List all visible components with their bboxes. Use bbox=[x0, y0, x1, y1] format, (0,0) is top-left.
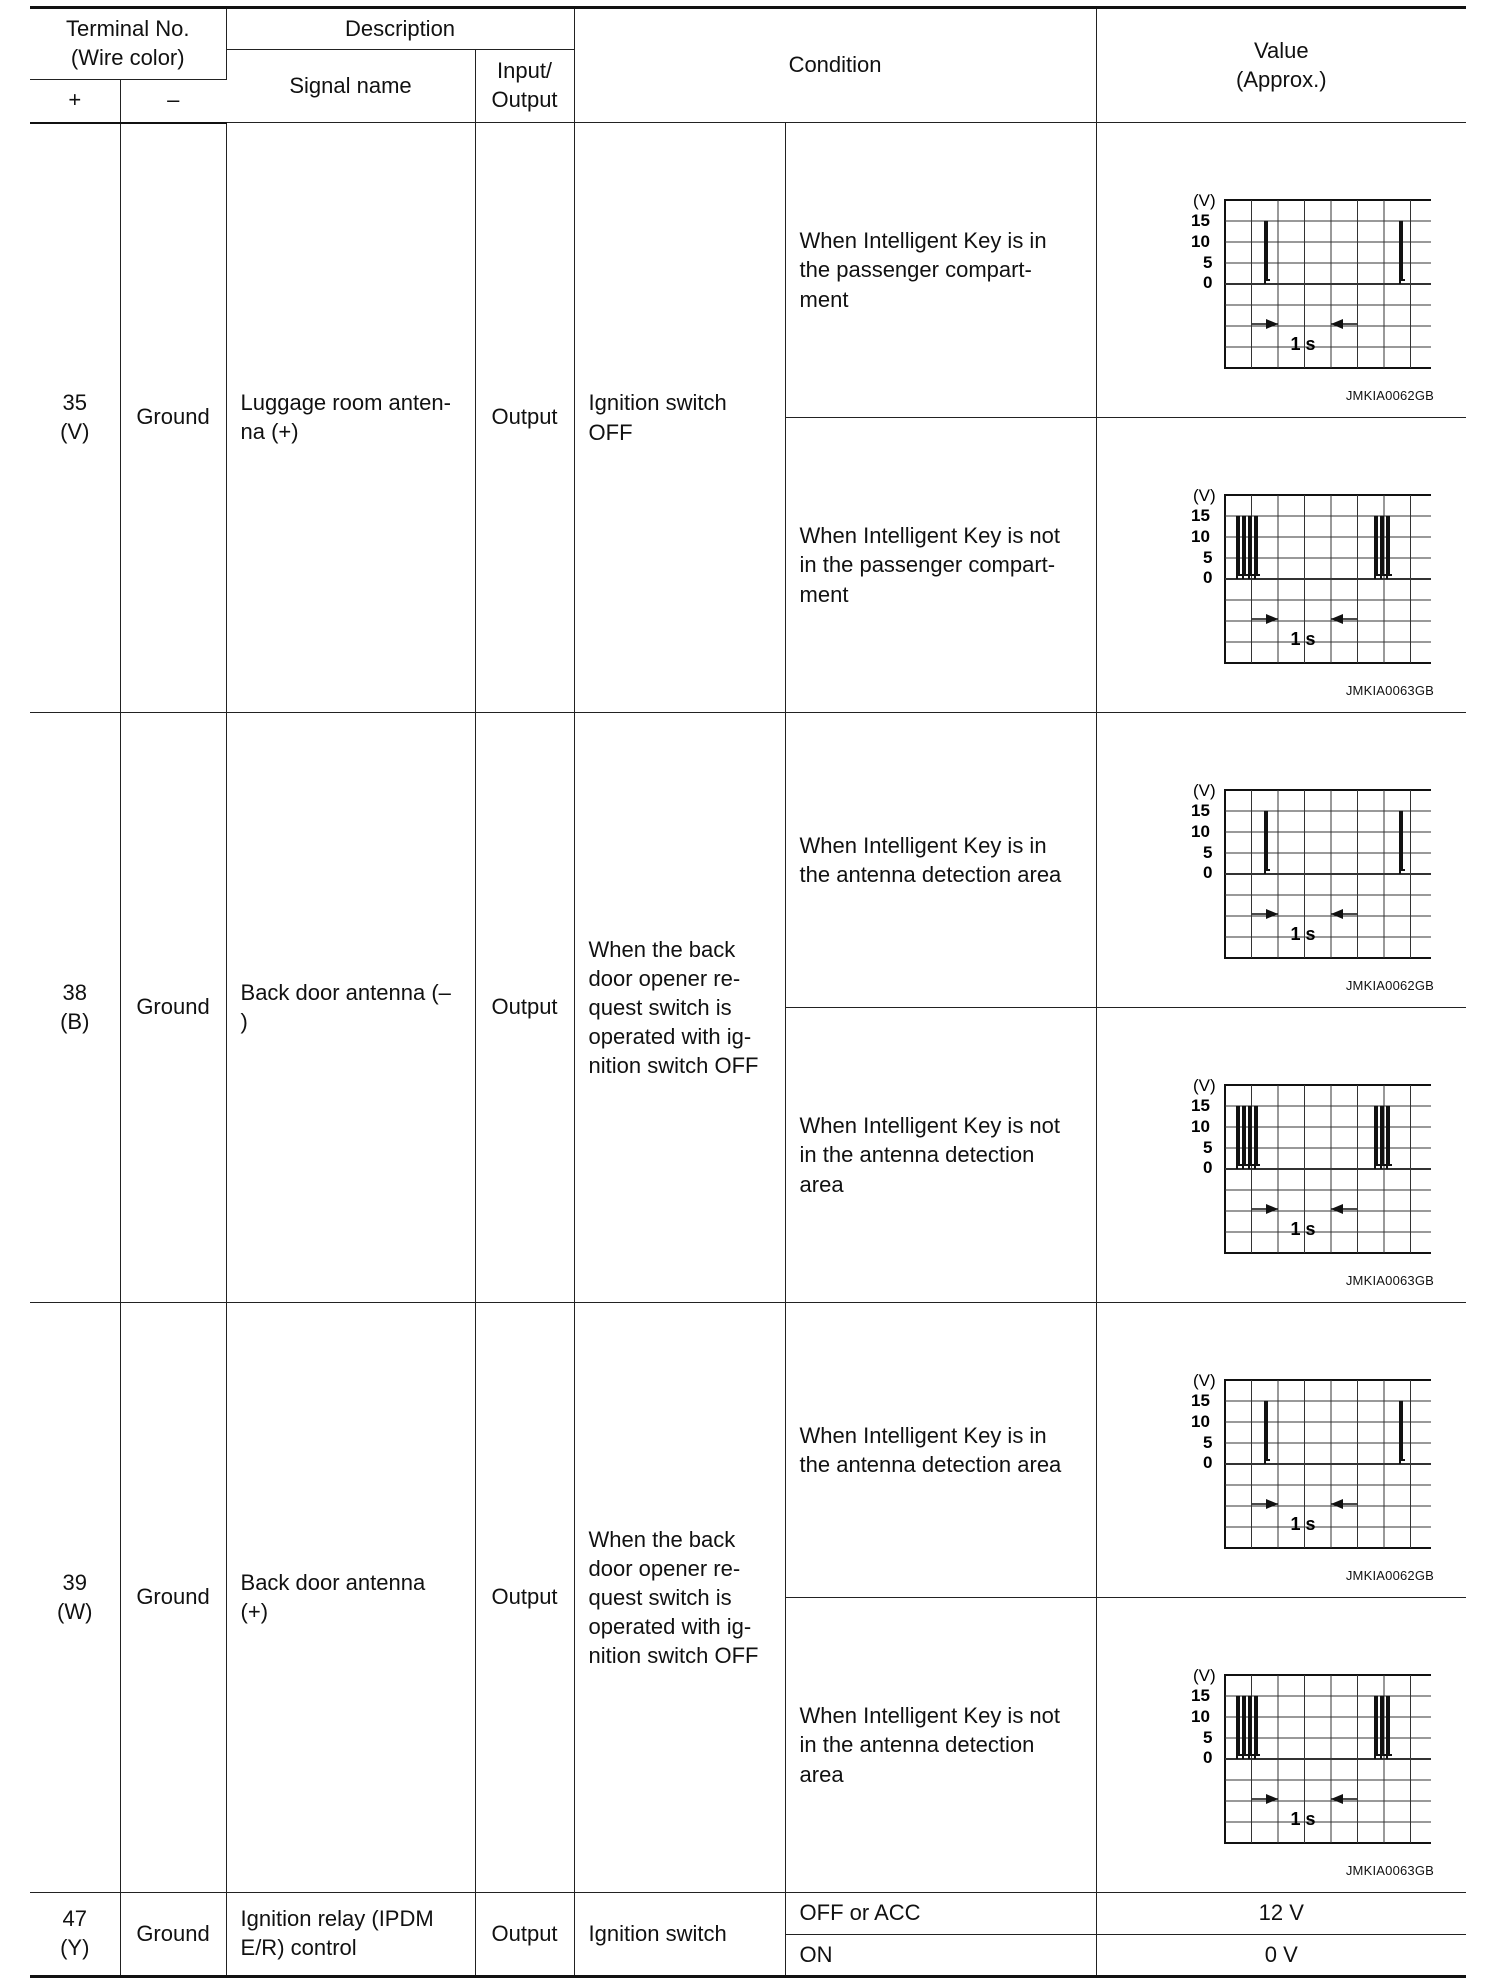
main-condition: When the back door opener re- quest switch is operated with ig- nition switch OFF bbox=[574, 1303, 785, 1893]
value-text: 12 V bbox=[1096, 1893, 1466, 1935]
waveform-axis-label: 15 bbox=[1191, 1391, 1211, 1410]
value-waveform bbox=[1096, 418, 1466, 713]
waveform-pulse bbox=[1400, 222, 1405, 284]
waveform-axis-label: 10 bbox=[1191, 527, 1211, 546]
figure-code: JMKIA0063GB bbox=[1345, 1273, 1435, 1289]
waveform-pulse bbox=[1400, 812, 1405, 874]
figure-code: JMKIA0062GB bbox=[1345, 1568, 1435, 1584]
waveform-holder bbox=[1131, 760, 1431, 960]
waveform-single-pulse bbox=[1131, 170, 1431, 370]
waveform-pulse bbox=[1249, 1697, 1254, 1759]
ground-terminal: Ground bbox=[120, 713, 226, 1303]
waveform-pulse bbox=[1249, 517, 1254, 579]
waveform-pulse bbox=[1400, 1402, 1405, 1464]
waveform-axis-label: 10 bbox=[1191, 232, 1211, 251]
minus-header: – bbox=[120, 80, 226, 123]
time-scale-label: 1 s bbox=[1290, 629, 1316, 649]
waveform-axis-label: 5 bbox=[1203, 1138, 1213, 1157]
waveform-pulse bbox=[1375, 1107, 1380, 1169]
waveform-axis-label: 0 bbox=[1203, 863, 1213, 882]
value-waveform bbox=[1096, 123, 1466, 418]
waveform-pulse-burst bbox=[1131, 1055, 1431, 1255]
terminal-number: 35 (V) bbox=[30, 123, 120, 713]
waveform-pulse-burst bbox=[1131, 1645, 1431, 1845]
waveform-axis-label: (V) bbox=[1193, 1666, 1216, 1685]
figure-code: JMKIA0063GB bbox=[1345, 683, 1435, 699]
time-scale-label: 1 s bbox=[1290, 1809, 1316, 1829]
sub-condition: OFF or ACC bbox=[785, 1893, 1096, 1935]
sub-condition: When Intelligent Key is not in the antenna detection area bbox=[785, 1598, 1096, 1893]
value-waveform bbox=[1096, 713, 1466, 1008]
input-output: Output bbox=[475, 1303, 574, 1893]
sub-condition: When Intelligent Key is in the antenna detection area bbox=[785, 713, 1096, 1008]
terminal-row-47 bbox=[30, 1893, 1466, 1935]
value-waveform bbox=[1096, 1008, 1466, 1303]
waveform-pulse bbox=[1237, 1107, 1242, 1169]
waveform-pulse bbox=[1243, 1107, 1248, 1169]
condition-header: Condition bbox=[574, 8, 1096, 123]
figure-code: JMKIA0062GB bbox=[1345, 978, 1435, 994]
main-condition: Ignition switch OFF bbox=[574, 123, 785, 713]
input-output: Output bbox=[475, 1893, 574, 1977]
waveform-axis-label: 5 bbox=[1203, 548, 1213, 567]
input-output-header: Input/ Output bbox=[475, 50, 574, 123]
value-header: Value (Approx.) bbox=[1096, 8, 1466, 123]
waveform-axis-label: 5 bbox=[1203, 1728, 1213, 1747]
terminal-row bbox=[30, 713, 1466, 1008]
waveform-axis-label: (V) bbox=[1193, 1076, 1216, 1095]
time-scale-label: 1 s bbox=[1290, 924, 1316, 944]
waveform-pulse bbox=[1265, 222, 1270, 284]
terminal-number: 38 (B) bbox=[30, 713, 120, 1303]
value-text: 0 V bbox=[1096, 1935, 1466, 1977]
input-output: Output bbox=[475, 713, 574, 1303]
waveform-axis-label: 15 bbox=[1191, 1096, 1211, 1115]
waveform-pulse bbox=[1243, 1697, 1248, 1759]
figure-code: JMKIA0063GB bbox=[1345, 1863, 1435, 1879]
time-scale-label: 1 s bbox=[1290, 1514, 1316, 1534]
waveform-single-pulse bbox=[1131, 760, 1431, 960]
figure-code: JMKIA0062GB bbox=[1345, 388, 1435, 404]
terminal-spec-sheet bbox=[30, 6, 1466, 1978]
waveform-pulse bbox=[1255, 517, 1260, 579]
plus-header: + bbox=[30, 80, 120, 123]
sub-condition: When Intelligent Key is not in the passenger compart- ment bbox=[785, 418, 1096, 713]
terminal-row bbox=[30, 123, 1466, 418]
waveform-pulse bbox=[1265, 1402, 1270, 1464]
waveform-pulse bbox=[1387, 1107, 1392, 1169]
waveform-axis-label: 0 bbox=[1203, 568, 1213, 587]
ground-terminal: Ground bbox=[120, 1893, 226, 1977]
waveform-holder bbox=[1131, 465, 1431, 665]
sub-condition: When Intelligent Key is not in the antenna detection area bbox=[785, 1008, 1096, 1303]
waveform-pulse bbox=[1381, 1697, 1386, 1759]
waveform-single-pulse bbox=[1131, 1350, 1431, 1550]
waveform-pulse bbox=[1255, 1697, 1260, 1759]
sub-condition: When Intelligent Key is in the passenger compart- ment bbox=[785, 123, 1096, 418]
waveform-pulse bbox=[1249, 1107, 1254, 1169]
waveform-holder bbox=[1131, 1645, 1431, 1845]
ground-terminal: Ground bbox=[120, 123, 226, 713]
waveform-pulse bbox=[1255, 1107, 1260, 1169]
ground-terminal: Ground bbox=[120, 1303, 226, 1893]
signal-name: Back door antenna (– ) bbox=[226, 713, 475, 1303]
waveform-axis-label: 0 bbox=[1203, 1158, 1213, 1177]
waveform-axis-label: 5 bbox=[1203, 843, 1213, 862]
waveform-axis-label: 10 bbox=[1191, 1707, 1211, 1726]
terminal-row bbox=[30, 1303, 1466, 1598]
waveform-pulse bbox=[1243, 517, 1248, 579]
waveform-pulse bbox=[1381, 1107, 1386, 1169]
time-scale-label: 1 s bbox=[1290, 334, 1316, 354]
waveform-pulse bbox=[1387, 1697, 1392, 1759]
terminal-no-header: Terminal No. (Wire color) bbox=[30, 8, 226, 80]
waveform-pulse bbox=[1237, 517, 1242, 579]
waveform-holder bbox=[1131, 1350, 1431, 1550]
main-condition: When the back door opener re- quest switch is operated with ig- nition switch OFF bbox=[574, 713, 785, 1303]
waveform-axis-label: 15 bbox=[1191, 801, 1211, 820]
signal-name: Luggage room anten- na (+) bbox=[226, 123, 475, 713]
waveform-pulse bbox=[1387, 517, 1392, 579]
waveform-pulse-burst bbox=[1131, 465, 1431, 665]
waveform-holder bbox=[1131, 170, 1431, 370]
input-output: Output bbox=[475, 123, 574, 713]
waveform-axis-label: 10 bbox=[1191, 1117, 1211, 1136]
sub-condition: When Intelligent Key is in the antenna detection area bbox=[785, 1303, 1096, 1598]
waveform-axis-label: 5 bbox=[1203, 1433, 1213, 1452]
waveform-pulse bbox=[1265, 812, 1270, 874]
waveform-pulse bbox=[1375, 1697, 1380, 1759]
waveform-pulse bbox=[1237, 1697, 1242, 1759]
main-condition: Ignition switch bbox=[574, 1893, 785, 1977]
signal-name: Ignition relay (IPDM E/R) control bbox=[226, 1893, 475, 1977]
time-scale-label: 1 s bbox=[1290, 1219, 1316, 1239]
description-header: Description bbox=[226, 8, 574, 50]
waveform-axis-label: 0 bbox=[1203, 1748, 1213, 1767]
waveform-axis-label: 15 bbox=[1191, 1686, 1211, 1705]
signal-name-header: Signal name bbox=[226, 50, 475, 123]
waveform-axis-label: 10 bbox=[1191, 1412, 1211, 1431]
value-waveform bbox=[1096, 1303, 1466, 1598]
signal-name: Back door antenna (+) bbox=[226, 1303, 475, 1893]
value-waveform bbox=[1096, 1598, 1466, 1893]
waveform-holder bbox=[1131, 1055, 1431, 1255]
terminal-number: 39 (W) bbox=[30, 1303, 120, 1893]
sub-condition: ON bbox=[785, 1935, 1096, 1977]
waveform-axis-label: (V) bbox=[1193, 191, 1216, 210]
waveform-axis-label: 0 bbox=[1203, 1453, 1213, 1472]
terminal-table bbox=[30, 6, 1466, 1978]
waveform-axis-label: 10 bbox=[1191, 822, 1211, 841]
waveform-axis-label: (V) bbox=[1193, 1371, 1216, 1390]
waveform-axis-label: 15 bbox=[1191, 506, 1211, 525]
waveform-axis-label: 15 bbox=[1191, 211, 1211, 230]
waveform-axis-label: 5 bbox=[1203, 253, 1213, 272]
waveform-axis-label: 0 bbox=[1203, 273, 1213, 292]
waveform-pulse bbox=[1381, 517, 1386, 579]
waveform-pulse bbox=[1375, 517, 1380, 579]
waveform-axis-label: (V) bbox=[1193, 781, 1216, 800]
waveform-axis-label: (V) bbox=[1193, 486, 1216, 505]
terminal-number: 47 (Y) bbox=[30, 1893, 120, 1977]
